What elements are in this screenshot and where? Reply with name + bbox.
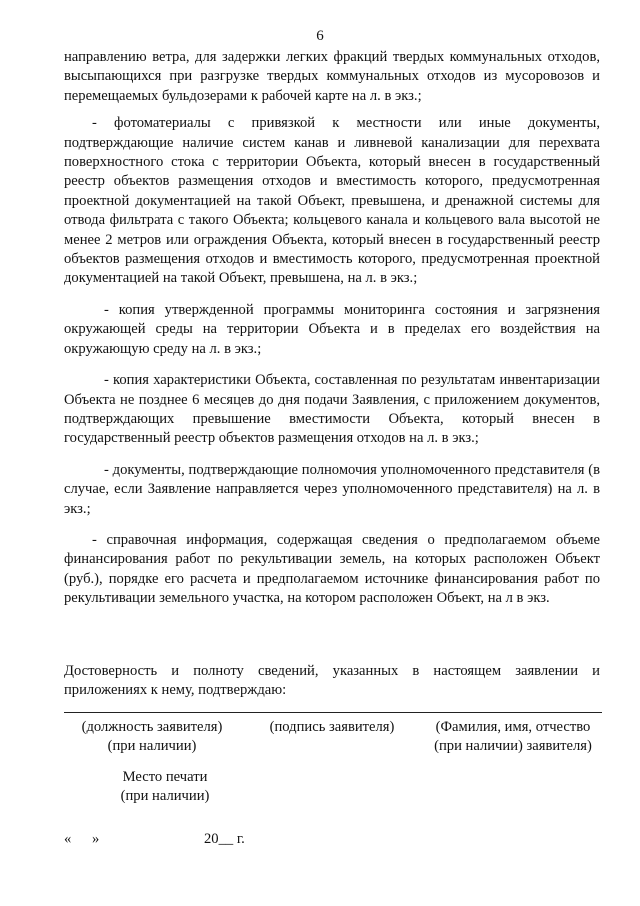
stamp-line1: Место печати (122, 769, 208, 785)
name-caption-line1: (Фамилия, имя, отчество (435, 719, 591, 735)
stamp-line2: (при наличии) (120, 788, 210, 805)
date-quote-close: » (92, 831, 100, 847)
position-caption-line1: (должность заявителя) (81, 719, 223, 735)
paragraph-photo-materials: - фотоматериалы с привязкой к местности или иные документы, подтверждающие наличие систем канав и ливневой канализации для перехвата поверхностного стока с территории Объекта, который внесен в государственный реестр объектов размещения отходов и вместимость которого, предусмотренная проектной документацией на такой Объект, превышена, и дренажной системы для отвода фильтрата с такого Объекта; кольцевого канала и кольцевого вала высотой не менее 2 метров или ограждения Объекта, который внесен в государственный реестр объектов размещения отходов и вместимость которого, предусмотренная проектной документацией на такой Объект, превышена, на л. в экз.; (64, 115, 600, 287)
name-caption-line2: (при наличии) заявителя) (434, 738, 592, 755)
paragraph-object-characteristics: - копия характеристики Объекта, составленная по результатам инвентаризации Объекта не позднее 6 месяцев до дня подачи Заявления, с приложением документов, подтверждающих превышение вместимости Объекта, который внесен в государственный реестр объектов размещения отходов на л. в экз.; (64, 372, 600, 447)
page-number: 6 (316, 28, 324, 44)
applicant-position-caption (64, 718, 240, 757)
date-quote-open: « (64, 831, 72, 847)
confirmation-statement: Достоверность и полноту сведений, указанных в настоящем заявлении и приложениях к нему, подтверждаю: (64, 663, 600, 699)
stamp-place (110, 768, 220, 807)
signature-line (64, 712, 602, 713)
paragraph-monitoring-program: - копия утвержденной программы мониторинга состояния и загрязнения окружающей среды на территории Объекта и в пределах его воздействия на окружающую среду на л. в экз.; (64, 301, 600, 357)
paragraph-waste-fractions: направлению ветра, для задержки легких фракций твердых коммунальных отходов, высыпающихся при разгрузке твердых коммунальных отходов из мусоровозов и перемещаемых бульдозерами к рабочей карте на л. в экз.; (64, 49, 600, 104)
paragraph-financing-info: - справочная информация, содержащая сведения о предполагаемом объеме финансирования работ по рекультивации земель, на которых расположен Объект (руб.), порядке его расчета и предполагаемом источнике финансирования работ по рекультивации земельного участка, на котором расположен Объект, на л в экз. (64, 531, 600, 607)
applicant-name-caption (424, 718, 602, 757)
paragraph-representative-authority: - документы, подтверждающие полномочия уполномоченного представителя (в случае, если Заявление направляется через уполномоченного представителя) на л. в экз.; (64, 461, 600, 517)
position-caption-line2: (при наличии) (107, 738, 197, 755)
applicant-signature-caption (262, 718, 402, 737)
document-body (64, 48, 600, 621)
date-year: 20__ г. (204, 831, 245, 847)
signature-caption-line1: (подпись заявителя) (269, 719, 395, 735)
